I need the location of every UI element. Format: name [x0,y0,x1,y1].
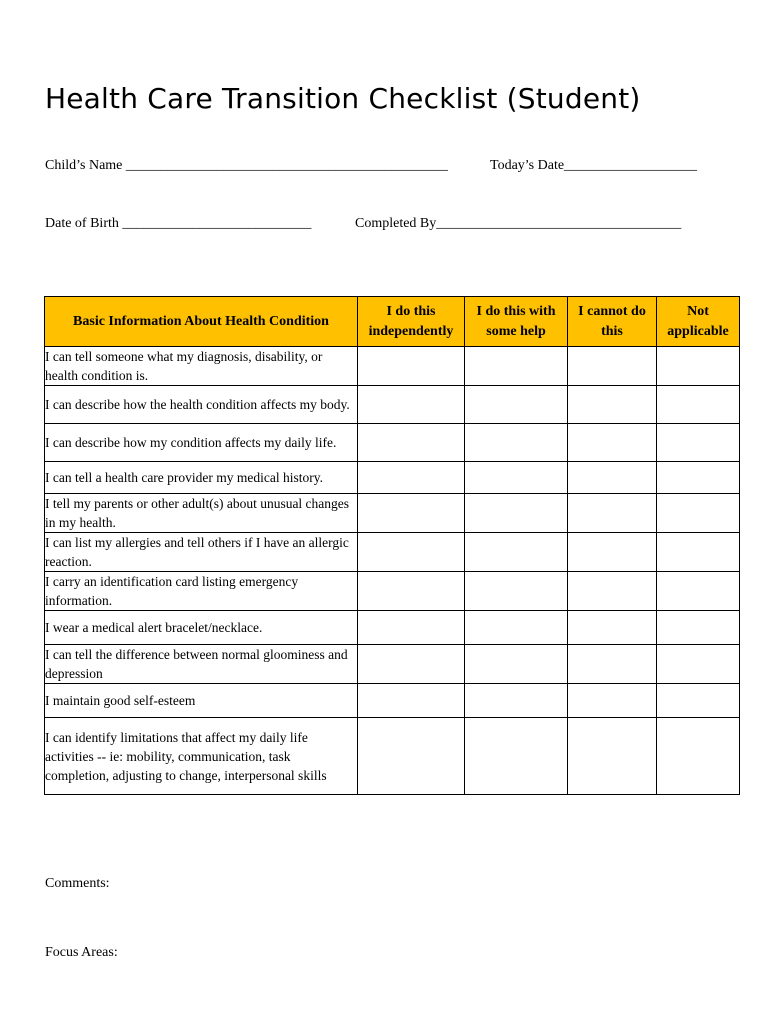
checkbox-cell-independently[interactable] [358,572,465,611]
checklist-item: I carry an identification card listing emergency information. [45,572,358,611]
checkbox-cell-cannot[interactable] [568,718,657,795]
checklist-item: I wear a medical alert bracelet/necklace. [45,611,358,645]
checkbox-cell-not-applicable[interactable] [657,645,740,684]
table-row [45,347,740,386]
checkbox-cell-not-applicable[interactable] [657,462,740,494]
checklist-item: I can tell the difference between normal gloominess and depression [45,645,358,684]
table-header-row [45,297,740,347]
header-cannot-do: I cannot do this [568,297,657,347]
checklist-item: I tell my parents or other adult(s) about unusual changes in my health. [45,494,358,533]
checkbox-cell-cannot[interactable] [568,572,657,611]
table-row [45,424,740,462]
table-row [45,533,740,572]
checkbox-cell-with-help[interactable] [465,424,568,462]
checkbox-cell-independently[interactable] [358,718,465,795]
checkbox-cell-not-applicable[interactable] [657,424,740,462]
checkbox-cell-cannot[interactable] [568,424,657,462]
checkbox-cell-not-applicable[interactable] [657,611,740,645]
checklist-item: I maintain good self-esteem [45,684,358,718]
transition-checklist-table [44,296,740,795]
checkbox-cell-cannot[interactable] [568,386,657,424]
header-independently: I do this independently [358,297,465,347]
focus-areas-label: Focus Areas: [45,945,118,960]
checkbox-cell-cannot[interactable] [568,645,657,684]
checkbox-cell-with-help[interactable] [465,533,568,572]
header-not-applicable: Not applicable [657,297,740,347]
table-row [45,611,740,645]
checkbox-cell-with-help[interactable] [465,347,568,386]
todays-date-field[interactable]: Today’s Date___________________ [490,158,698,173]
checkbox-cell-not-applicable[interactable] [657,347,740,386]
checklist-item: I can list my allergies and tell others if I have an allergic reaction. [45,533,358,572]
checkbox-cell-independently[interactable] [358,611,465,645]
checkbox-cell-cannot[interactable] [568,684,657,718]
table-row [45,645,740,684]
checkbox-cell-with-help[interactable] [465,611,568,645]
checkbox-cell-independently[interactable] [358,684,465,718]
checkbox-cell-independently[interactable] [358,347,465,386]
checklist-item: I can tell a health care provider my medical history. [45,462,358,494]
checkbox-cell-with-help[interactable] [465,684,568,718]
table-row [45,718,740,795]
header-with-some-help: I do this with some help [465,297,568,347]
checkbox-cell-with-help[interactable] [465,645,568,684]
checkbox-cell-not-applicable[interactable] [657,533,740,572]
checkbox-cell-cannot[interactable] [568,347,657,386]
checkbox-cell-independently[interactable] [358,533,465,572]
checklist-item: I can describe how the health condition affects my body. [45,386,358,424]
header-basic-information: Basic Information About Health Condition [45,297,358,347]
checklist-item: I can identify limitations that affect my daily life activities -- ie: mobility, communication, task completion, adjusting to change, interpersonal skills [45,718,358,795]
table-row [45,462,740,494]
table-row [45,494,740,533]
checkbox-cell-with-help[interactable] [465,386,568,424]
checkbox-cell-cannot[interactable] [568,462,657,494]
checkbox-cell-independently[interactable] [358,424,465,462]
checkbox-cell-not-applicable[interactable] [657,572,740,611]
checkbox-cell-cannot[interactable] [568,611,657,645]
checkbox-cell-with-help[interactable] [465,718,568,795]
checkbox-cell-not-applicable[interactable] [657,684,740,718]
checkbox-cell-independently[interactable] [358,494,465,533]
checkbox-cell-with-help[interactable] [465,462,568,494]
checkbox-cell-independently[interactable] [358,462,465,494]
checkbox-cell-not-applicable[interactable] [657,494,740,533]
checkbox-cell-cannot[interactable] [568,494,657,533]
checkbox-cell-with-help[interactable] [465,572,568,611]
checklist-item: I can tell someone what my diagnosis, disability, or health condition is. [45,347,358,386]
checkbox-cell-independently[interactable] [358,386,465,424]
page-title: Health Care Transition Checklist (Student) [45,82,641,115]
checkbox-cell-not-applicable[interactable] [657,386,740,424]
checkbox-cell-cannot[interactable] [568,533,657,572]
childs-name-field[interactable]: Child’s Name ______________________________________________ [45,158,448,173]
table-row [45,572,740,611]
table-row [45,386,740,424]
checkbox-cell-independently[interactable] [358,645,465,684]
completed-by-field[interactable]: Completed By___________________________________ [355,216,682,231]
checkbox-cell-with-help[interactable] [465,494,568,533]
comments-label: Comments: [45,876,110,891]
checkbox-cell-not-applicable[interactable] [657,718,740,795]
table-row [45,684,740,718]
checklist-item: I can describe how my condition affects my daily life. [45,424,358,462]
date-of-birth-field[interactable]: Date of Birth ___________________________ [45,216,312,231]
